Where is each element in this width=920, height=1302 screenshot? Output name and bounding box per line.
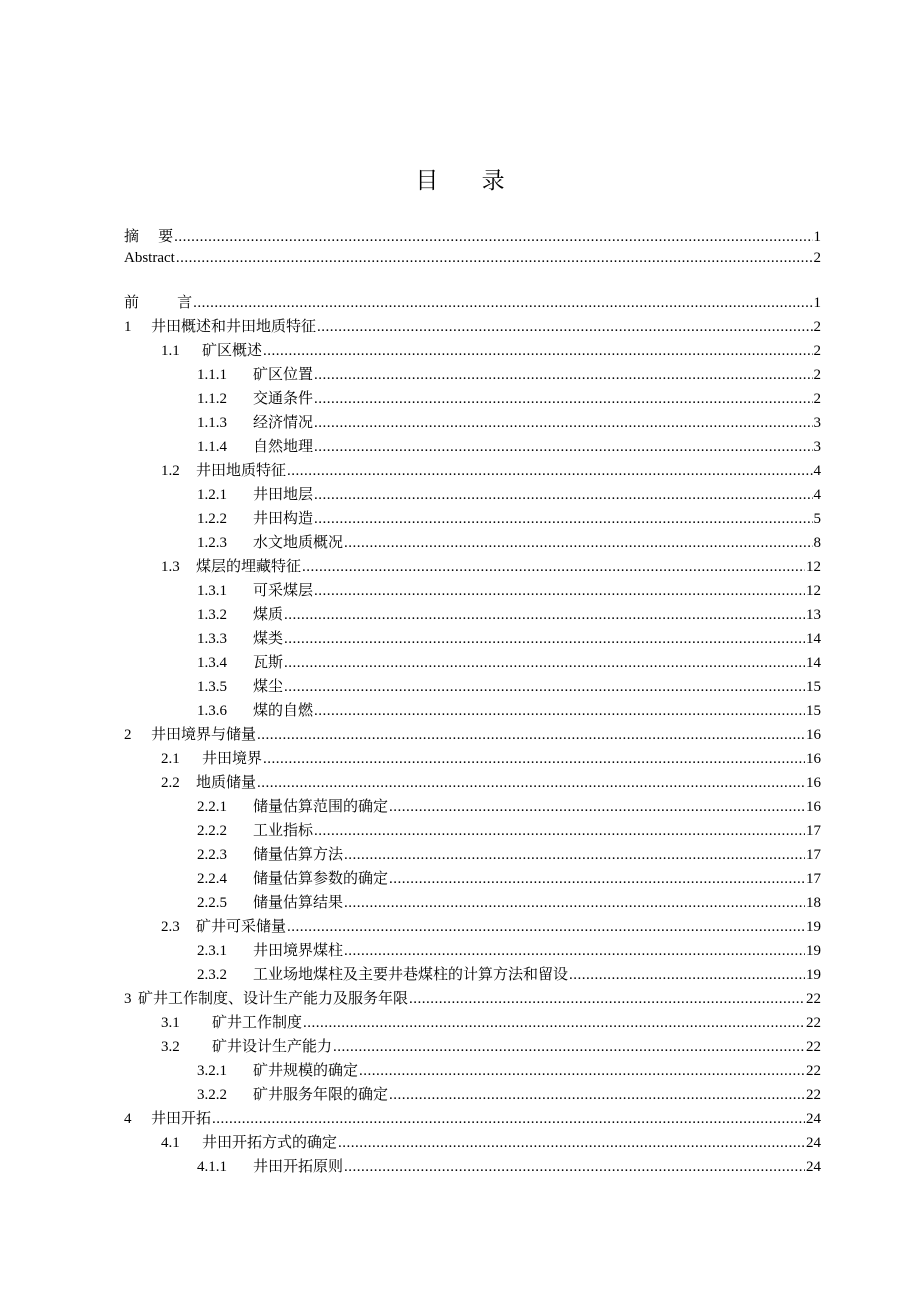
- toc-page-number: 2: [813, 391, 821, 407]
- toc-entry-section-1-3-4[interactable]: [197, 651, 821, 673]
- toc-entry-number: 2: [124, 727, 132, 743]
- toc-entry-section-3-1[interactable]: [161, 1011, 821, 1033]
- toc-entry-section-2-1[interactable]: [161, 747, 821, 769]
- toc-leader-dots: [176, 247, 813, 269]
- toc-page-number: 2: [813, 250, 821, 266]
- toc-entry-title: 矿区概述: [202, 341, 263, 359]
- toc-entry-section-2-2-1[interactable]: [197, 795, 821, 817]
- toc-entry-title: 井田构造: [253, 509, 314, 527]
- toc-entry-title: 煤层的埋藏特征: [196, 557, 302, 575]
- toc-leader-dots: [284, 628, 805, 650]
- toc-entry-number: 3.1: [161, 1015, 180, 1031]
- toc-leader-dots: [338, 1132, 805, 1154]
- toc-page-number: 22: [806, 1039, 821, 1055]
- toc-leader-dots: [344, 532, 812, 554]
- toc-entry-chapter-3[interactable]: [124, 987, 821, 1009]
- toc-leader-dots: [284, 604, 805, 626]
- toc-entry-number: 1.1.2: [197, 391, 227, 407]
- toc-entry-section-2-2-4[interactable]: [197, 867, 821, 889]
- toc-entry-number: 1.3: [161, 559, 180, 575]
- toc-leader-dots: [409, 988, 805, 1010]
- toc-entry-section-2-2-2[interactable]: [197, 819, 821, 841]
- toc-entry-title: 储量估算方法: [253, 845, 344, 863]
- toc-page-number: 3: [813, 415, 821, 431]
- toc-entry-section-1-1-1[interactable]: [197, 363, 821, 385]
- toc-leader-dots: [314, 484, 812, 506]
- toc-entry-title: 井田概述和井田地质特征: [151, 317, 317, 335]
- toc-entry-title: 经济情况: [253, 413, 314, 431]
- toc-leader-dots: [284, 676, 805, 698]
- toc-entry-number: 1.2.1: [197, 487, 227, 503]
- toc-entry-title: 井田境界煤柱: [253, 941, 344, 959]
- toc-entry-title: 储量估算结果: [253, 893, 344, 911]
- toc-entry-section-1-1-4[interactable]: [197, 435, 821, 457]
- toc-entry-section-1-2-3[interactable]: [197, 531, 821, 553]
- toc-entry-title: 矿井设计生产能力: [212, 1037, 333, 1055]
- toc-entry-number: 2.2.1: [197, 799, 227, 815]
- toc-entry-number: 1.2.2: [197, 511, 227, 527]
- toc-entry-section-1-3-2[interactable]: [197, 603, 821, 625]
- toc-entry-title: 煤质: [253, 605, 284, 623]
- toc-page-number: 22: [806, 1015, 821, 1031]
- toc-entry-chapter-2[interactable]: [124, 723, 821, 745]
- toc-leader-dots: [287, 460, 812, 482]
- toc-page-number: 22: [806, 991, 821, 1007]
- toc-entry-section-1-2-2[interactable]: [197, 507, 821, 529]
- toc-page-number: 14: [806, 655, 821, 671]
- toc-page-number: 24: [806, 1111, 821, 1127]
- toc-entry-section-1-3[interactable]: [161, 555, 821, 577]
- toc-entry-number: 1.3.5: [197, 679, 227, 695]
- toc-entry-title: 井田开拓方式的确定: [202, 1133, 338, 1151]
- toc-entry-title: 工业指标: [253, 821, 314, 839]
- toc-entry-title: 煤的自燃: [253, 701, 314, 719]
- toc-leader-dots: [314, 508, 812, 530]
- toc-entry-title: 交通条件: [253, 389, 314, 407]
- toc-entry-section-2-2-3[interactable]: [197, 843, 821, 865]
- toc-leader-dots: [314, 700, 805, 722]
- toc-entry-number: 2.3.1: [197, 943, 227, 959]
- toc-entry-number: 1.1.3: [197, 415, 227, 431]
- toc-page-number: 19: [806, 919, 821, 935]
- toc-entry-section-4-1[interactable]: [161, 1131, 821, 1153]
- toc-entry-title: 地质储量: [196, 773, 257, 791]
- toc-leader-dots: [303, 1012, 805, 1034]
- toc-leader-dots: [314, 388, 812, 410]
- toc-entry-number: 3.2: [161, 1039, 180, 1055]
- toc-entry-number: 2.2: [161, 775, 180, 791]
- toc-page-number: 1: [813, 229, 821, 245]
- toc-entry-number: 2.2.5: [197, 895, 227, 911]
- toc-entry-title: Abstract: [124, 250, 175, 266]
- toc-entry-title: 矿井规模的确定: [253, 1061, 359, 1079]
- toc-entry-number: 1.1.1: [197, 367, 227, 383]
- toc-entry-title: 井田地质特征: [196, 461, 287, 479]
- toc-leader-dots: [389, 1084, 805, 1106]
- toc-page-number: 4: [813, 487, 821, 503]
- toc-entry-title: 井田境界: [202, 749, 263, 767]
- toc-leader-dots: [284, 652, 805, 674]
- toc-entry-section-1-2-1[interactable]: [197, 483, 821, 505]
- toc-entry-number: 1.1: [161, 343, 180, 359]
- toc-leader-dots: [314, 436, 812, 458]
- toc-entry-section-2-2[interactable]: [161, 771, 821, 793]
- toc-entry-section-1-1-2[interactable]: [197, 387, 821, 409]
- toc-entry-section-2-3-2[interactable]: [197, 963, 821, 985]
- toc-entry-abstract-cn[interactable]: [124, 225, 821, 247]
- toc-leader-dots: [314, 412, 812, 434]
- toc-entry-section-2-3[interactable]: [161, 915, 821, 937]
- toc-page-number: 3: [813, 439, 821, 455]
- toc-page-number: 12: [806, 583, 821, 599]
- toc-leader-dots: [317, 316, 812, 338]
- toc-entry-section-2-3-1[interactable]: [197, 939, 821, 961]
- toc-leader-dots: [257, 772, 805, 794]
- page-title: 目 录: [415, 168, 523, 194]
- toc-entry-number: 1.2.3: [197, 535, 227, 551]
- toc-entry-title: 自然地理: [253, 437, 314, 455]
- toc-entry-section-3-2-2[interactable]: [197, 1083, 821, 1105]
- toc-leader-dots: [193, 292, 812, 314]
- toc-entry-title: 水文地质概况: [253, 533, 344, 551]
- toc-entry-title: 摘 要: [124, 227, 174, 245]
- toc-leader-dots: [212, 1108, 805, 1130]
- toc-entry-number: 1.3.2: [197, 607, 227, 623]
- toc-page-number: 1: [813, 295, 821, 311]
- toc-entry-number: 3.2.2: [197, 1087, 227, 1103]
- toc-entry-title: 矿井工作制度: [212, 1013, 303, 1031]
- toc-entry-section-1-1[interactable]: [161, 339, 821, 361]
- toc-page-number: 22: [806, 1087, 821, 1103]
- toc-page-number: 16: [806, 727, 821, 743]
- toc-leader-dots: [302, 556, 805, 578]
- toc-leader-dots: [389, 796, 805, 818]
- toc-entry-section-1-3-3[interactable]: [197, 627, 821, 649]
- toc-page-number: 12: [806, 559, 821, 575]
- toc-page-number: 2: [813, 367, 821, 383]
- toc-entry-number: 2.2.4: [197, 871, 227, 887]
- toc-page-number: 17: [806, 871, 821, 887]
- toc-leader-dots: [344, 940, 805, 962]
- toc-page-number: 17: [806, 823, 821, 839]
- toc-entry-number: 2.1: [161, 751, 180, 767]
- toc-entry-number: 2.2.3: [197, 847, 227, 863]
- toc-entry-section-3-2-1[interactable]: [197, 1059, 821, 1081]
- toc-leader-dots: [263, 340, 812, 362]
- toc-entry-number: 4.1: [161, 1135, 180, 1151]
- toc-page-number: 16: [806, 751, 821, 767]
- toc-entry-title: 瓦斯: [253, 653, 284, 671]
- toc-leader-dots: [287, 916, 805, 938]
- toc-entry-title: 矿井工作制度、设计生产能力及服务年限: [138, 989, 409, 1007]
- toc-entry-title: 井田境界与储量: [151, 725, 257, 743]
- toc-entry-section-1-3-6[interactable]: [197, 699, 821, 721]
- toc-page-number: 15: [806, 703, 821, 719]
- toc-entry-number: 1.3.3: [197, 631, 227, 647]
- toc-entry-section-1-3-5[interactable]: [197, 675, 821, 697]
- toc-entry-section-1-3-1[interactable]: [197, 579, 821, 601]
- toc-entry-number: 1.3.1: [197, 583, 227, 599]
- toc-page-number: 2: [813, 319, 821, 335]
- toc-leader-dots: [257, 724, 805, 746]
- toc-entry-section-3-2[interactable]: [161, 1035, 821, 1057]
- toc-entry-number: 1.3.4: [197, 655, 227, 671]
- toc-entry-title: 矿井可采储量: [196, 917, 287, 935]
- toc-page-number: 24: [806, 1135, 821, 1151]
- toc-entry-number: 1.3.6: [197, 703, 227, 719]
- toc-entry-number: 2.2.2: [197, 823, 227, 839]
- toc-leader-dots: [344, 1156, 805, 1178]
- toc-leader-dots: [263, 748, 805, 770]
- toc-entry-title: 矿井服务年限的确定: [253, 1085, 389, 1103]
- toc-page-number: 19: [806, 943, 821, 959]
- toc-entry-title: 井田开拓: [151, 1109, 212, 1127]
- toc-page-number: 4: [813, 463, 821, 479]
- toc-page-number: 16: [806, 799, 821, 815]
- toc-page-number: 19: [806, 967, 821, 983]
- toc-leader-dots: [314, 820, 805, 842]
- toc-page-number: 16: [806, 775, 821, 791]
- toc-page-number: 8: [813, 535, 821, 551]
- toc-entry-title: 煤类: [253, 629, 284, 647]
- toc-leader-dots: [314, 364, 812, 386]
- toc-entry-title: 前 言: [124, 293, 193, 311]
- toc-leader-dots: [333, 1036, 805, 1058]
- toc-leader-dots: [344, 892, 805, 914]
- toc-entry-section-1-2[interactable]: [161, 459, 821, 481]
- toc-entry-title: 可采煤层: [253, 581, 314, 599]
- toc-entry-title: 井田开拓原则: [253, 1157, 344, 1175]
- toc-leader-dots: [174, 226, 812, 248]
- toc-page-number: 18: [806, 895, 821, 911]
- toc-leader-dots: [389, 868, 805, 890]
- toc-leader-dots: [359, 1060, 805, 1082]
- toc-page-number: 5: [813, 511, 821, 527]
- toc-page-number: 24: [806, 1159, 821, 1175]
- toc-entry-abstract-en[interactable]: [124, 247, 821, 269]
- toc-leader-dots: [344, 844, 805, 866]
- toc-entry-section-1-1-3[interactable]: [197, 411, 821, 433]
- toc-page-number: 13: [806, 607, 821, 623]
- toc-entry-number: 1: [124, 319, 132, 335]
- toc-entry-number: 4: [124, 1111, 132, 1127]
- toc-entry-title: 储量估算参数的确定: [253, 869, 389, 887]
- toc-page-number: 2: [813, 343, 821, 359]
- toc-entry-number: 1.2: [161, 463, 180, 479]
- toc-entry-chapter-4[interactable]: [124, 1107, 821, 1129]
- toc-entry-title: 井田地层: [253, 485, 314, 503]
- toc-page-number: 15: [806, 679, 821, 695]
- toc-entry-section-2-2-5[interactable]: [197, 891, 821, 913]
- toc-page-number: 17: [806, 847, 821, 863]
- toc-entry-title: 工业场地煤柱及主要井巷煤柱的计算方法和留设: [253, 965, 569, 983]
- toc-page-number: 22: [806, 1063, 821, 1079]
- toc-entry-number: 1.1.4: [197, 439, 227, 455]
- toc-entry-preface[interactable]: [124, 291, 821, 313]
- toc-page-number: 14: [806, 631, 821, 647]
- toc-entry-section-4-1-1[interactable]: [197, 1155, 821, 1177]
- toc-leader-dots: [314, 580, 805, 602]
- toc-entry-number: 3.2.1: [197, 1063, 227, 1079]
- toc-entry-number: 2.3.2: [197, 967, 227, 983]
- toc-entry-title: 储量估算范围的确定: [253, 797, 389, 815]
- toc-entry-chapter-1[interactable]: [124, 315, 821, 337]
- toc-entry-title: 矿区位置: [253, 365, 314, 383]
- toc-leader-dots: [569, 964, 805, 986]
- toc-entry-title: 煤尘: [253, 677, 284, 695]
- toc-entry-number: 4.1.1: [197, 1159, 227, 1175]
- toc-entry-number: 2.3: [161, 919, 180, 935]
- toc-entry-number: 3: [124, 991, 132, 1007]
